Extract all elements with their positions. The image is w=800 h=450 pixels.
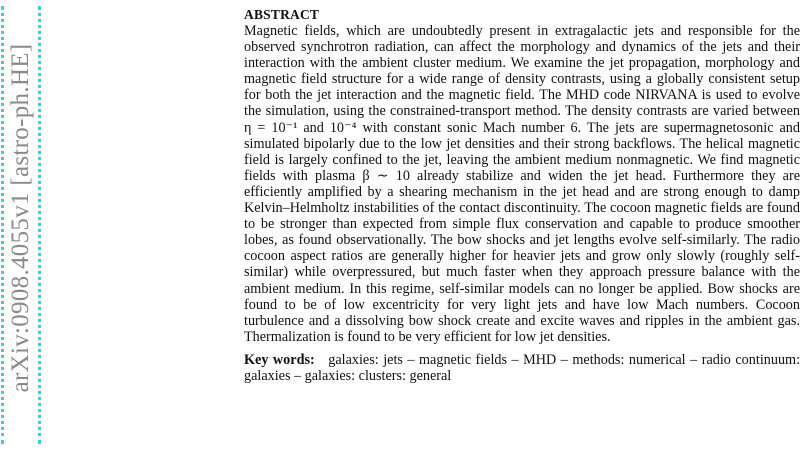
keywords-text: galaxies: jets – magnetic fields – MHD – methods: numerical – radio continuum: galaxies – galaxies: clusters: general <box>244 351 800 384</box>
keywords-section <box>244 352 800 384</box>
keywords-label: Key words: <box>244 351 315 368</box>
abstract-body: Magnetic fields, which are undoubtedly present in extragalactic jets and responsible for the observed synchrotron radiation, can affect the morphology and dynamics of the jets and their interaction with the ambient cluster medium. We examine the jet propagation, morphology and magnetic field structure for a wide range of density contrasts, using a globally consistent setup for both the jet interaction and the magnetic field. The MHD code NIRVANA is used to evolve the simulation, using the constrained-transport method. The density contrasts are varied between η = 10⁻¹ and 10⁻⁴ with constant sonic Mach number 6. The jets are supermagnetosonic and simulated bipolarly due to the low jet densities and their strong backflows. The helical magnetic field is largely confined to the jet, leaving the ambient medium nonmagnetic. We find magnetic fields with plasma β ∼ 10 already stabilize and widen the jet head. Furthermore they are efficiently amplified by a shearing mechanism in the jet head and are strong enough to damp Kelvin–Helmholtz instabilities of the contact discontinuity. The cocoon magnetic fields are found to be stronger than expected from simple flux conservation and capable to produce smoother lobes, as found observationally. The bow shocks and jet lengths evolve self-similarly. The radio cocoon aspect ratios are generally higher for heavier jets and grow only slowly (roughly self-similar) while overpressured, but much faster when they approach pressure balance with the ambient medium. In this regime, self-similar models can no longer be applied. Bow shocks are found to be of low excentricity for very light jets and have low Mach numbers. Cocoon turbulence and a dissolving bow shock create and excite waves and ripples in the ambient gas. Thermalization is found to be very efficient for low jet densities. <box>244 23 800 345</box>
arxiv-sidebar <box>0 0 44 450</box>
arxiv-identifier-stamp: arXiv:0908.4055v1 [astro-ph.HE] <box>7 43 34 393</box>
sidebar-dotted-border-left <box>1 6 4 444</box>
sidebar-dotted-border-right <box>38 6 41 444</box>
paper-page <box>244 7 800 384</box>
abstract-heading: ABSTRACT <box>244 7 320 22</box>
